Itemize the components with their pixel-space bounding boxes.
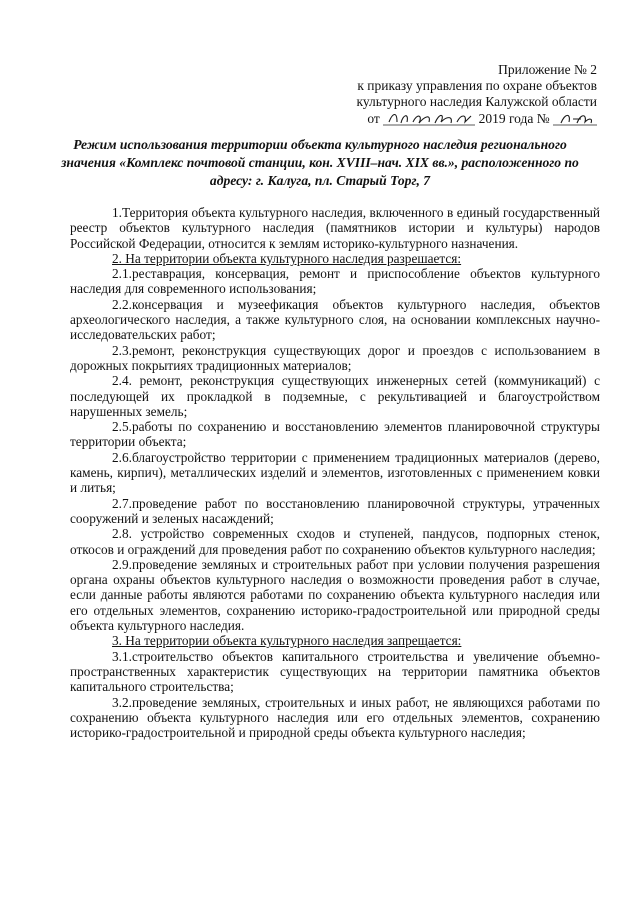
section-heading: 3. На территории объекта культурного наследия запрещается: [112,633,462,649]
paragraph: 2.8. устройство современных сходов и ступеней, пандусов, подпорных стенок, откосов и ограждений для проведения работ по сохранению объектов культурного наследия; [70,526,600,557]
paragraph: 2.5.работы по сохранению и восстановлению элементов планировочной структуры территории объекта; [70,419,600,450]
appendix-date-line [297,110,597,128]
section-heading: 2. На территории объекта культурного наследия разрешается: [112,250,462,266]
paragraph: 2.6.благоустройство территории с применением традиционных материалов (дерево, камень, кирпич), металлических изделий и элементов, изготовленных с применением ковки и литья; [70,449,600,496]
document-title: Режим использования территории объекта культурного наследия регионального значения «Комплекс почтовой станции, кон. XVIII–нач. XIX вв.», расположенного по адресу: г. Калуга, пл. Старый Торг, 7 [61,137,579,188]
paragraph: 2.4. ремонт, реконструкция существующих инженерных сетей (коммуникаций) с последующей их прокладкой в подземные, с рекультивацией и благоустройством нарушенных земель; [70,373,600,419]
paragraph: 2.2.консервация и музеефикация объектов культурного наследия, объектов археологического наследия, а также культурного слоя, на основании комплексных научно-исследовательских работ; [70,296,600,343]
appendix-header [297,62,597,128]
appendix-authority: культурного наследия Калужской области [356,94,597,109]
paragraph: 2.7.проведение работ по восстановлению планировочной структуры, утраченных сооружений и зеленых насаждений; [70,495,600,526]
paragraph: 2.3.ремонт, реконструкция существующих дорог и проездов с использованием в дорожных покрытиях традиционных материалов; [70,342,600,373]
handwritten-number-icon [553,110,597,128]
date-suffix: 2019 года № [478,111,550,126]
paragraph: 1.Территория объекта культурного наследия, включенного в единый государственный реестр объектов культурного наследия (памятников истории и культуры) народов Российской Федерации, относится к землям историко-культурного назначения. [70,205,600,251]
appendix-order-ref: к приказу управления по охране объектов [357,78,597,93]
handwritten-date-icon [383,110,475,128]
paragraph: 3.2.проведение земляных, строительных и иных работ, не являющихся работами по сохранению объекта культурного наследия или его отдельных элементов, сохранению историко-градостроительной и природной среды объекта культурного наследия; [70,694,600,741]
paragraph: 2.9.проведение земляных и строительных работ при условии получения разрешения органа охраны объектов культурного наследия о возможности проведения работ в случае, если данные работы являются работами по сохранению объекта культурного наследия или его отдельных элементов, сохранению историко-градостроительной или природной среды объекта культурного наследия. [70,556,600,634]
appendix-number: Приложение № 2 [498,62,597,77]
date-prefix: от [367,111,380,126]
document-body [70,205,600,740]
paragraph: 3.1.строительство объектов капитального строительства и увеличение объемно-пространственных характеристик существующих на территории памятника объектов капитального строительства; [70,648,600,695]
paragraph: 2.1.реставрация, консервация, ремонт и приспособление объектов культурного наследия для современного использования; [70,266,600,297]
